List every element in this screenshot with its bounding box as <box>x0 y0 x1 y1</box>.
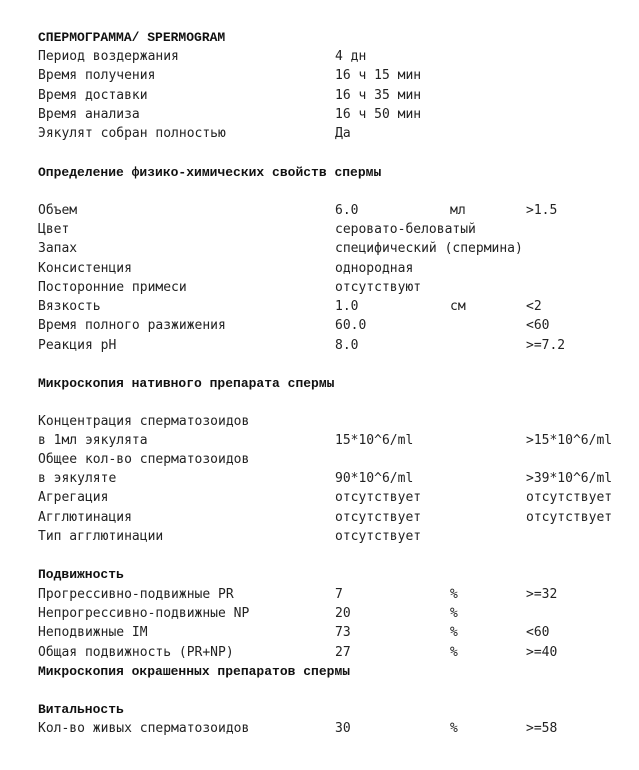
row-label: в 1мл эякулята <box>38 433 148 448</box>
result-row <box>0 414 639 432</box>
row-reference: >=7.2 <box>526 338 566 353</box>
info-row <box>0 88 639 106</box>
row-reference: >=32 <box>526 587 558 602</box>
row-label: Посторонние примеси <box>38 280 187 295</box>
row-reference: >15*10^6/ml <box>526 433 613 448</box>
row-value: 16 ч 15 мин <box>335 68 422 83</box>
row-unit: % <box>450 587 458 602</box>
result-row <box>0 606 639 624</box>
row-label: Общая подвижность (PR+NP) <box>38 645 234 660</box>
row-value: отсутствует <box>335 529 422 544</box>
row-value: 15*10^6/ml <box>335 433 414 448</box>
row-value: специфический (спермина) <box>335 241 523 256</box>
result-row <box>0 452 639 470</box>
row-value: отсутствуют <box>335 280 422 295</box>
result-row <box>0 625 639 643</box>
result-row <box>0 299 639 317</box>
row-label: Прогрессивно-подвижные PR <box>38 587 234 602</box>
section-heading-motility: Подвижность <box>38 567 124 582</box>
row-value: 4 дн <box>335 49 367 64</box>
row-label: Концентрация сперматозоидов <box>38 414 250 429</box>
row-reference: >39*10^6/ml <box>526 471 613 486</box>
row-label: Непрогрессивно-подвижные NP <box>38 606 250 621</box>
row-value: 1.0 <box>335 299 359 314</box>
section-heading-native: Микроскопия нативного препарата спермы <box>38 376 335 391</box>
result-row <box>0 529 639 547</box>
row-value: 16 ч 50 мин <box>335 107 422 122</box>
row-value: серовато-беловатый <box>335 222 476 237</box>
row-label: Объем <box>38 203 78 218</box>
row-reference: <60 <box>526 625 550 640</box>
row-reference: отсутствует <box>526 490 613 505</box>
row-unit: % <box>450 625 458 640</box>
row-label: Период воздержания <box>38 49 179 64</box>
result-row <box>0 433 639 451</box>
row-value: 16 ч 35 мин <box>335 88 422 103</box>
row-value: 7 <box>335 587 343 602</box>
result-row <box>0 222 639 240</box>
row-label: Время получения <box>38 68 156 83</box>
row-label: Кол-во живых сперматозоидов <box>38 721 250 736</box>
row-label: Агрегация <box>38 490 109 505</box>
row-value: однородная <box>335 261 414 276</box>
result-row <box>0 645 639 663</box>
row-label: Запах <box>38 241 78 256</box>
info-row <box>0 49 639 67</box>
row-label: Эякулят собран полностью <box>38 126 226 141</box>
result-row <box>0 203 639 221</box>
report-title: СПЕРМОГРАММА/ SPERMOGRAM <box>38 30 226 45</box>
row-value: 6.0 <box>335 203 359 218</box>
row-value: отсутствует <box>335 510 422 525</box>
result-row <box>0 510 639 528</box>
row-unit: % <box>450 645 458 660</box>
row-label: Консистенция <box>38 261 132 276</box>
row-reference: >1.5 <box>526 203 558 218</box>
row-value: 27 <box>335 645 351 660</box>
row-value: 20 <box>335 606 351 621</box>
row-unit: мл <box>450 203 466 218</box>
row-value: 90*10^6/ml <box>335 471 414 486</box>
info-row <box>0 68 639 86</box>
row-label: Агглютинация <box>38 510 132 525</box>
row-reference: >=58 <box>526 721 558 736</box>
row-label: Вязкость <box>38 299 101 314</box>
result-row <box>0 338 639 356</box>
row-value: 8.0 <box>335 338 359 353</box>
row-unit: см <box>450 299 466 314</box>
result-row <box>0 721 639 739</box>
row-label: в эякуляте <box>38 471 117 486</box>
row-reference: <2 <box>526 299 542 314</box>
row-label: Тип агглютинации <box>38 529 164 544</box>
row-reference: <60 <box>526 318 550 333</box>
row-value: Да <box>335 126 351 141</box>
row-value: отсутствует <box>335 490 422 505</box>
result-row <box>0 490 639 508</box>
result-row <box>0 261 639 279</box>
row-label: Время полного разжижения <box>38 318 226 333</box>
section-heading-physchem: Определение физико-химических свойств спермы <box>38 165 382 180</box>
info-row <box>0 107 639 125</box>
row-unit: % <box>450 606 458 621</box>
section-heading-vitality: Витальность <box>38 702 124 717</box>
row-value: 73 <box>335 625 351 640</box>
row-label: Общее кол-во сперматозоидов <box>38 452 250 467</box>
result-row <box>0 241 639 259</box>
row-label: Неподвижные IM <box>38 625 148 640</box>
row-label: Время доставки <box>38 88 148 103</box>
result-row <box>0 587 639 605</box>
row-unit: % <box>450 721 458 736</box>
row-reference: >=40 <box>526 645 558 660</box>
row-reference: отсутствует <box>526 510 613 525</box>
result-row <box>0 318 639 336</box>
result-row <box>0 280 639 298</box>
row-label: Время анализа <box>38 107 140 122</box>
row-value: 30 <box>335 721 351 736</box>
result-row <box>0 471 639 489</box>
row-label: Цвет <box>38 222 70 237</box>
row-value: 60.0 <box>335 318 367 333</box>
row-label: Реакция pH <box>38 338 117 353</box>
section-heading-stained: Микроскопия окрашенных препаратов спермы <box>38 664 351 679</box>
info-row <box>0 126 639 144</box>
